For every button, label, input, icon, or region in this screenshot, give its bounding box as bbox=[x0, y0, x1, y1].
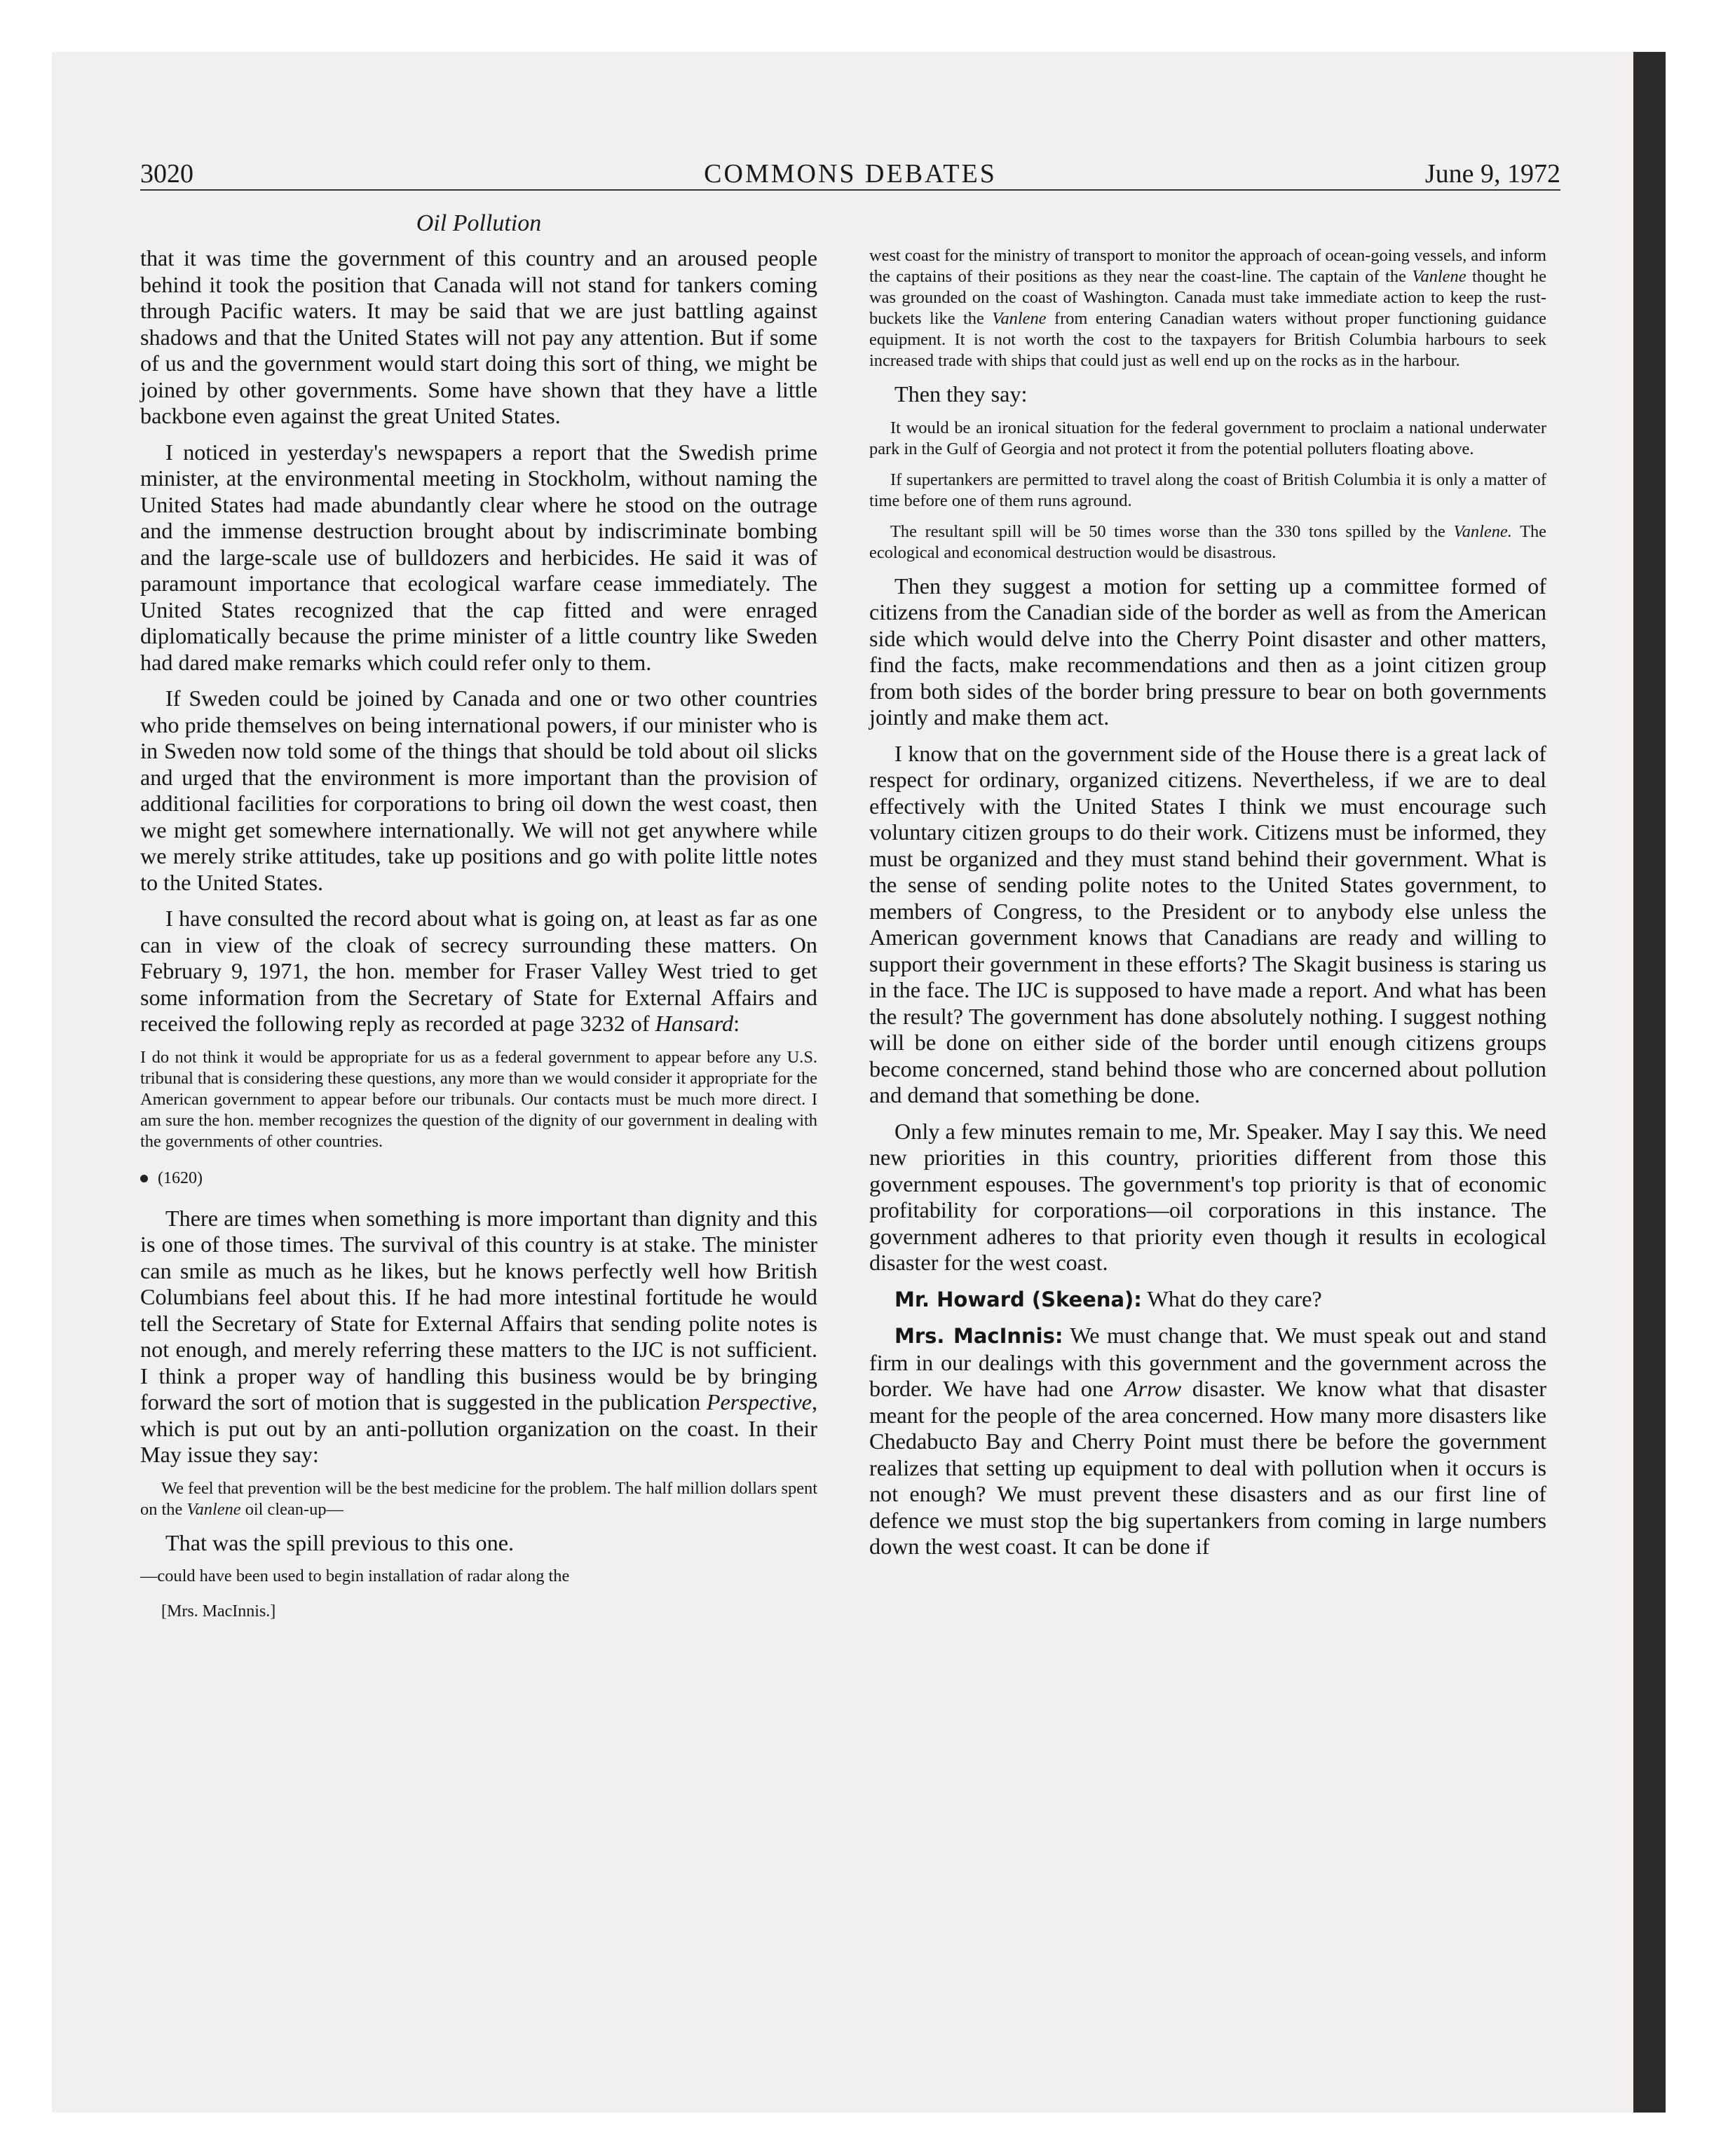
publication-date: June 9, 1972 bbox=[1424, 159, 1560, 189]
quote-text: The ecological and economical destruction would be disastrous. bbox=[869, 521, 1546, 562]
page-header bbox=[140, 158, 1560, 189]
speaker-interjection bbox=[869, 1286, 1546, 1314]
paragraph: Then they suggest a motion for setting up a committee formed of citizens from the Canadian side of the border as well as from the American side which would delve into the Cherry Point disaster and other matters, find the facts, make recommendations and then as a joint citizen group from both sides of the border bring pressure to bear on both governments jointly and make them act. bbox=[869, 573, 1546, 730]
ship-name: Vanlene bbox=[186, 1499, 241, 1519]
hansard-title: Hansard bbox=[655, 1011, 734, 1036]
ship-name: Arrow bbox=[1124, 1376, 1182, 1401]
block-quote: I do not think it would be appropriate for us as a federal government to appear before any U.S. tribunal that is considering these questions, any more than we would consider it appropriate for the American government to appear before our tribunals. Our contacts must be much more direct. I am sure the hon. member recognizes the question of the dignity of our government in dealing with the governments of other countries. bbox=[140, 1047, 817, 1151]
publication-name: Perspective bbox=[706, 1389, 812, 1414]
header-rule bbox=[140, 189, 1560, 191]
page-number: 3020 bbox=[140, 159, 193, 189]
block-quote bbox=[869, 521, 1546, 564]
left-column bbox=[140, 245, 817, 1632]
quote-text: We feel that prevention will be the best medicine for the problem. The half million dollars spent on the bbox=[140, 1478, 817, 1519]
ship-name: Vanlene bbox=[992, 309, 1047, 328]
quote-text: west coast for the ministry of transport to monitor the approach of ocean-going vessels, and inform the captains of their positions as they near the coast-line. The captain of the bbox=[869, 246, 1546, 286]
quote-text: thought he was grounded on the coast of Washington. Canada must take immediate action to keep the rust-buckets like the bbox=[869, 267, 1547, 328]
paragraph: I know that on the government side of the House there is a great lack of respect for ordinary, organized citizens. Nevertheless, if we are to deal effectively with the United States I think we must encourage such voluntary citizen groups to do their work. Citizens must be informed, they must be organized and they must stand behind their government. What is the sense of sending polite notes to the United States government, to members of Congress, to the President or to anybody else unless the American government knows that Canadians are ready and willing to support their government in these efforts? The Skagit business is staring us in the face. The IJC is supposed to have made a report. And what has been the result? The government has done absolutely nothing. I suggest nothing will be done on either side of the border until enough citizens groups become concerned, stand behind those who are concerned about pollution and demand that something be done. bbox=[869, 740, 1546, 1107]
paragraph: that it was time the government of this country and an aroused people behind it took the position that Canada will not stand for tankers coming through Pacific waters. It may be said that we are just battling against shadows and that the United States will not pay any attention. But if some of us and the government would start doing this sort of thing, we might be joined by other governments. Some have shown that they have a little backbone even against the great United States. bbox=[140, 245, 817, 428]
paragraph-text: , which is put out by an anti-pollution organization on the coast. In their May issue they say: bbox=[140, 1389, 817, 1467]
timestamp-text: (1620) bbox=[158, 1168, 203, 1187]
block-quote bbox=[140, 1478, 817, 1520]
block-quote bbox=[869, 245, 1546, 371]
timestamp bbox=[140, 1168, 817, 1189]
paragraph: Only a few minutes remain to me, Mr. Speaker. May I say this. We need new priorities in this country, priorities different from those this government espouses. The government's top priority is that of economic profitability for corporations—oil corporations in this instance. The government adheres to that priority even though it results in ecological disaster for the west coast. bbox=[869, 1118, 1546, 1275]
speaker-footer-tag: [Mrs. MacInnis.] bbox=[161, 1602, 276, 1621]
section-title: Oil Pollution bbox=[416, 210, 542, 236]
paragraph: Then they say: bbox=[894, 381, 1028, 407]
quote-text: from entering Canadian waters without proper functioning guidance equipment. It is not worth the cost to the taxpayers for British Columbia harbours to seek increased trade with ships that could just as well end up on the rocks as in the harbour. bbox=[869, 309, 1546, 370]
block-quote: If supertankers are permitted to travel along the coast of British Columbia it is only a matter of time before one of them runs aground. bbox=[869, 470, 1546, 510]
quote-text: The resultant spill will be 50 times worse than the 330 tons spilled by the bbox=[890, 521, 1454, 541]
ship-name: Vanlene bbox=[1412, 267, 1467, 286]
speech-text: We must change that. We must speak out and stand firm in our dealings with this government and the government across the border. We have had one bbox=[869, 1323, 1546, 1401]
speaker-speech bbox=[869, 1323, 1546, 1560]
speaker-name: Mr. Howard (Skeena): bbox=[894, 1287, 1142, 1311]
block-quote: —could have been used to begin installation of radar along the bbox=[140, 1567, 570, 1585]
paragraph-text: There are times when something is more important than dignity and this is one of those times. The survival of this country is at stake. The minister can smile as much as he likes, but he knows perfectly well how British Columbians feel about this. If he had more intestinal fortitude he would tell the Secretary of State for External Affairs that sending polite notes is not enough, and merely referring these matters to the IJC is not sufficient. I think a proper way of handling this business would be by bringing forward the sort of motion that is suggested in the publication bbox=[140, 1205, 817, 1414]
speech-text: disaster. We know what that disaster meant for the people of the area concerned. How many more disasters like Chedabucto Bay and Cherry Point must there be before the government realizes that setting up equipment to deal with pollution when it occurs is not enough? We must prevent these disasters and as our first line of defence we must stop the big supertankers from coming in large numbers down the west coast. It can be done if bbox=[869, 1376, 1547, 1559]
block-quote: It would be an ironical situation for the federal government to proclaim a national underwater park in the Gulf of Georgia and not protect it from the potential polluters floating above. bbox=[869, 418, 1546, 458]
speaker-name: Mrs. MacInnis: bbox=[894, 1324, 1063, 1348]
paragraph bbox=[140, 1206, 817, 1468]
paragraph: That was the spill previous to this one. bbox=[165, 1529, 515, 1555]
paragraph: If Sweden could be joined by Canada and one or two other countries who pride themselves on being international powers, if our minister who is in Sweden now told some of the things that should be told about oil slicks and urged that the environment is more important than the provision of additional facilities for corporations to bring oil down the west coast, then we might get somewhere internationally. We will not get anywhere while we merely strike attitudes, take up positions and go with polite little notes to the United States. bbox=[140, 685, 817, 895]
paragraph bbox=[140, 906, 817, 1037]
bullet-icon bbox=[140, 1175, 148, 1182]
scan-edge-shadow bbox=[1633, 52, 1666, 2113]
quote-text: oil clean-up— bbox=[240, 1499, 343, 1519]
paragraph-text: : bbox=[733, 1011, 740, 1036]
paragraph: I noticed in yesterday's newspapers a report that the Swedish prime minister, at the environmental meeting in Stockholm, without naming the United States had made abundantly clear where he stood on the outrage and the immense destruction brought about by indiscriminate bombing and the large-scale use of bulldozers and herbicides. He said it was of paramount importance that ecological warfare cease immediately. The United States recognized that the cap fitted and were enraged diplomatically because the prime minister of a little country like Sweden had dared make remarks which could refer only to them. bbox=[140, 439, 817, 675]
publication-title: COMMONS DEBATES bbox=[704, 159, 997, 189]
ship-name: Vanlene. bbox=[1453, 521, 1512, 541]
paragraph-text: I have consulted the record about what is going on, at least as far as one can in view of the cloak of secrecy surrounding these matters. On February 9, 1971, the hon. member for Fraser Valley West tried to get some information from the Secretary of State for External Affairs and received the following reply as recorded at page 3232 of bbox=[140, 906, 817, 1036]
right-column bbox=[869, 245, 1546, 1570]
speech-text: What do they care? bbox=[1141, 1285, 1322, 1311]
